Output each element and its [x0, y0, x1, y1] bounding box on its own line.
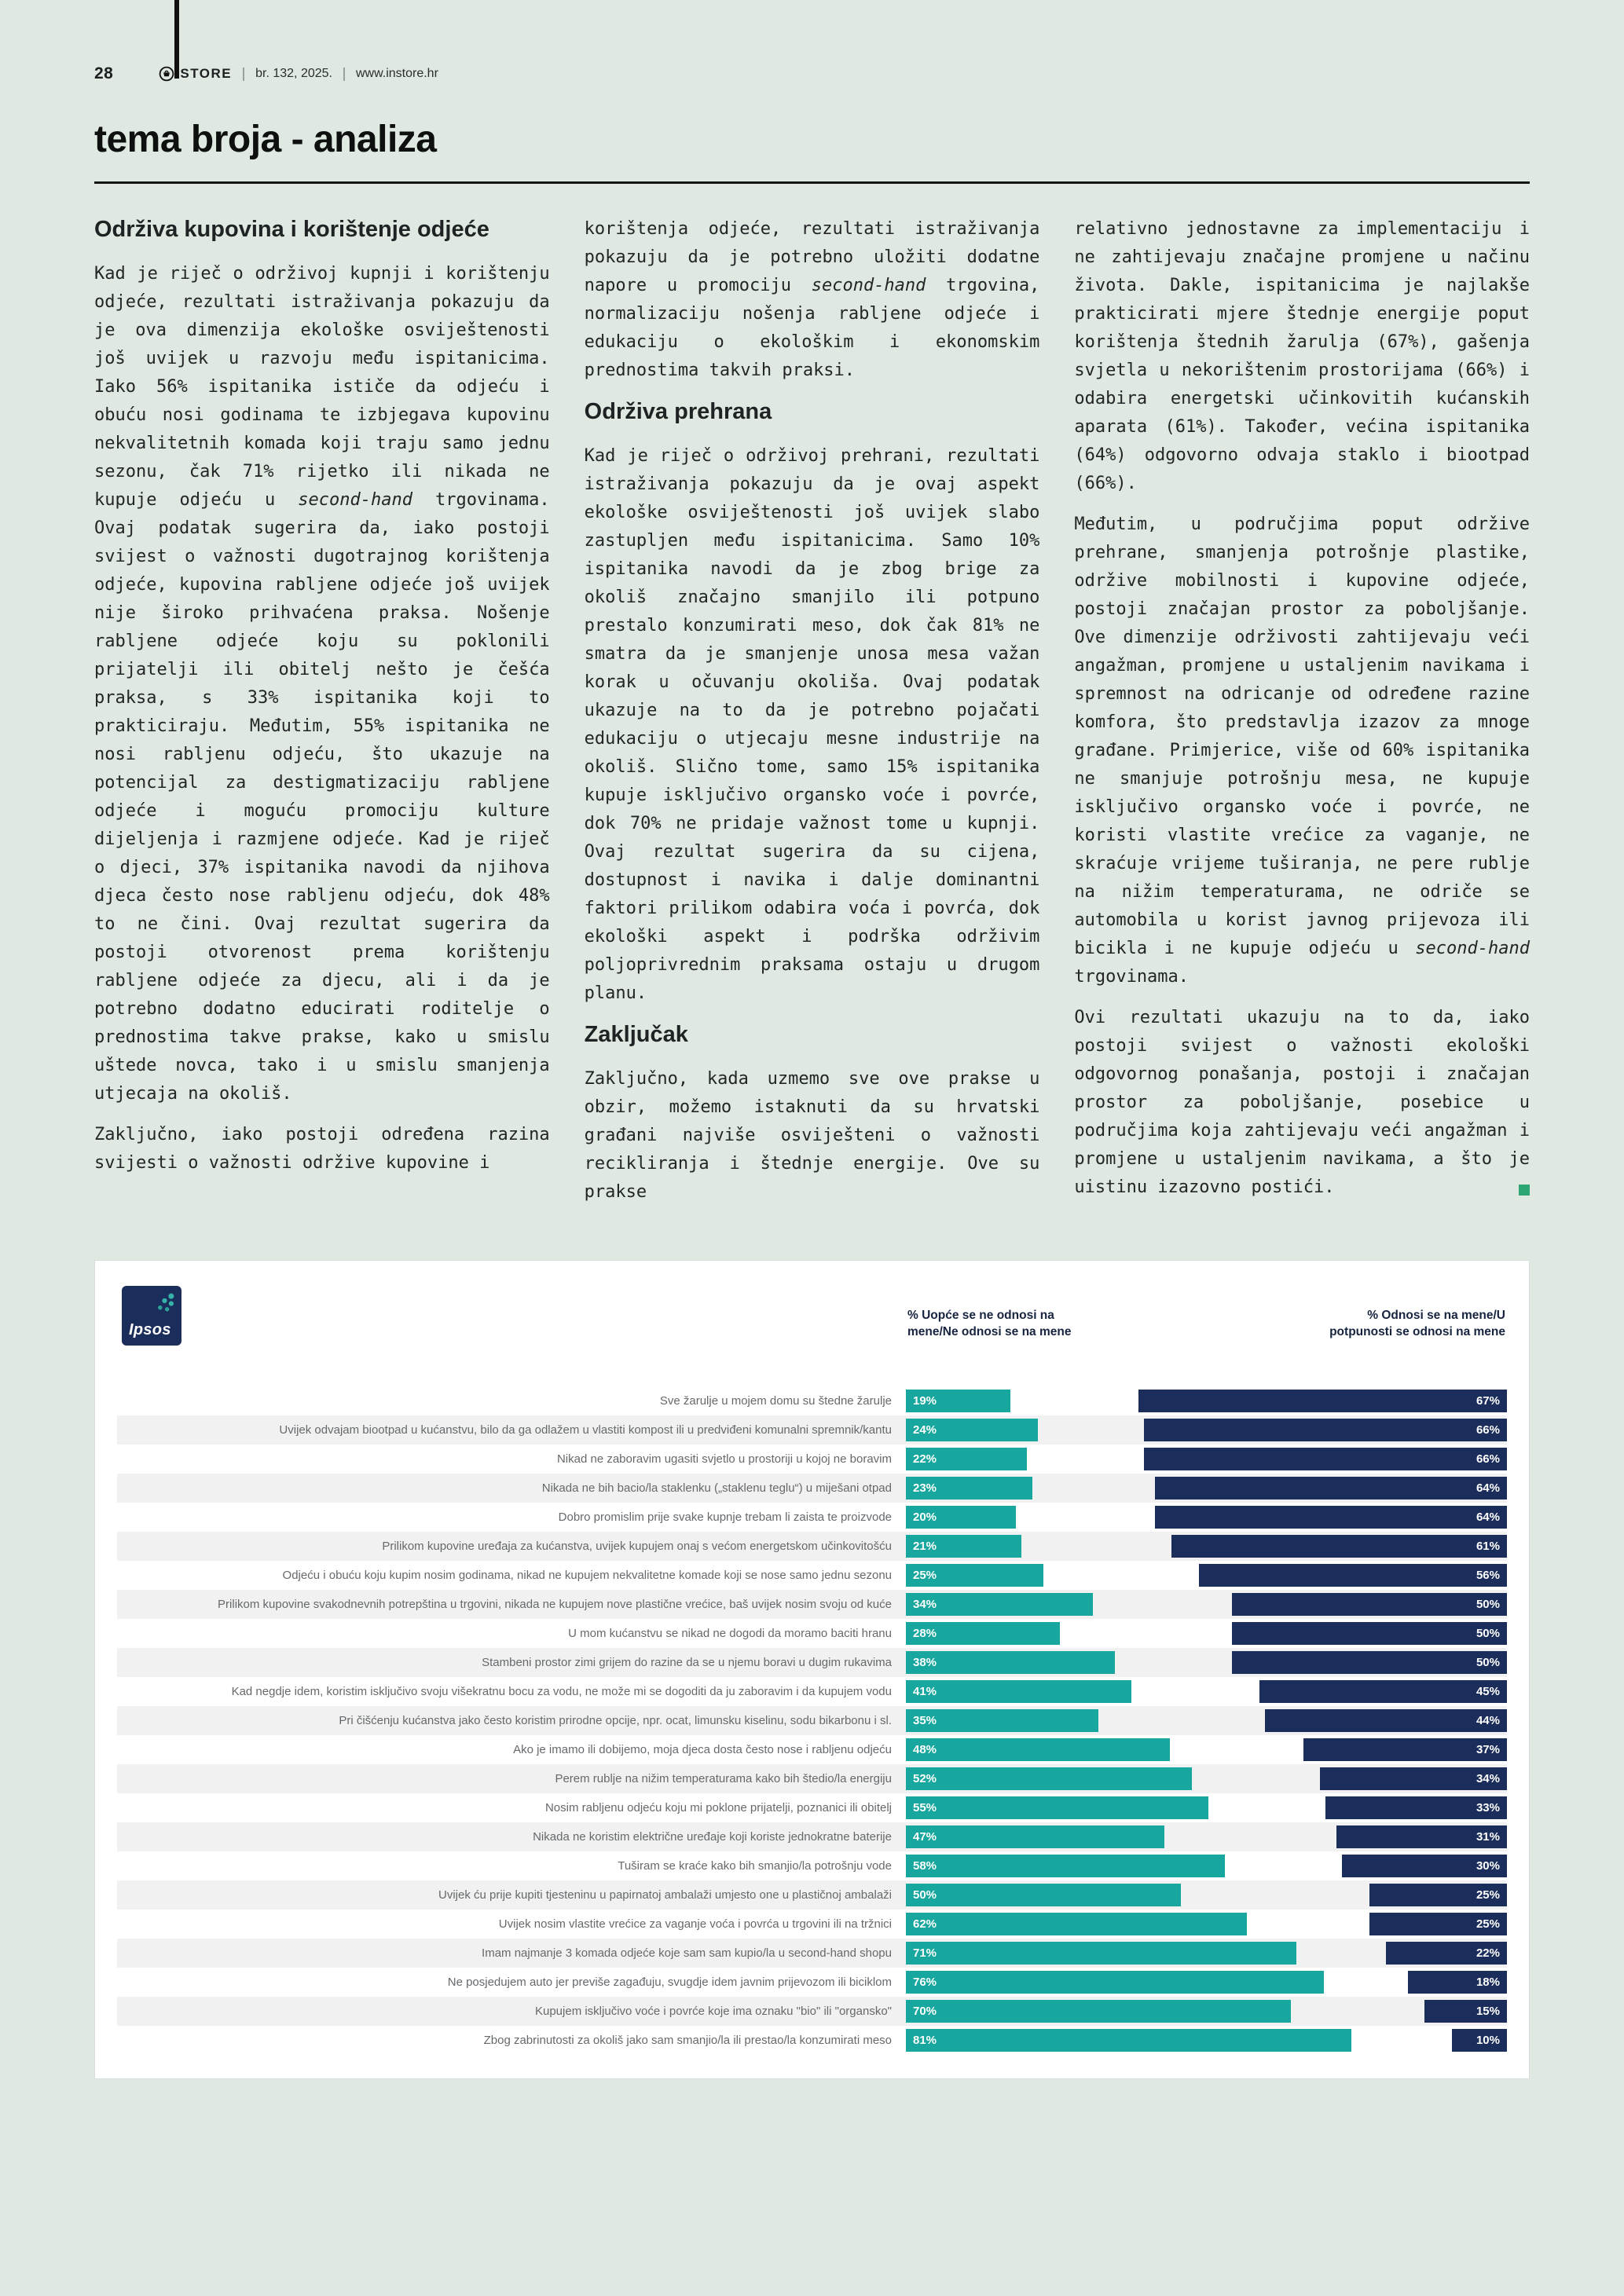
- statement-label: Pri čišćenju kućanstva jako često koristim prirodne opcije, npr. ocat, limunsku kiselinu, sodu bikarbonu i sl.: [339, 1714, 892, 1728]
- percent-label: 55%: [913, 1801, 937, 1815]
- row-bars: [903, 2029, 1507, 2052]
- separator: [343, 68, 345, 81]
- percent-label: 64%: [1476, 1481, 1500, 1496]
- masthead: [94, 0, 1530, 83]
- statement-label: Imam najmanje 3 komada odjeće koje sam sam kupio/la u second-hand shopu: [482, 1946, 892, 1961]
- chart-row: [117, 1706, 1507, 1735]
- article-section-heading: Zaključak: [584, 1022, 688, 1048]
- bar-applies: [1259, 1680, 1507, 1703]
- chart-row: [117, 1503, 1507, 1532]
- instore-logo-icon: [159, 66, 174, 82]
- chart-row: [117, 1415, 1507, 1445]
- bar-does-not-apply: [906, 1884, 1181, 1906]
- bar-applies: [1232, 1593, 1507, 1616]
- bar-applies: [1325, 1796, 1507, 1819]
- percent-label: 22%: [1476, 1946, 1500, 1961]
- bar-does-not-apply: [906, 2029, 1351, 2052]
- bar-applies: [1232, 1622, 1507, 1645]
- percent-label: 18%: [1476, 1976, 1500, 1990]
- row-bars: [903, 1913, 1507, 1935]
- bar-applies: [1369, 1913, 1507, 1935]
- row-bars: [903, 1709, 1507, 1732]
- statement-label: Ne posjedujem auto jer previše zagađuju, svugdje idem javnim prijevozom ili biciklom: [447, 1976, 892, 1990]
- row-bars: [903, 1477, 1507, 1500]
- percent-label: 50%: [1476, 1656, 1500, 1670]
- row-bars: [903, 1593, 1507, 1616]
- statement-label: Ako je imamo ili dobijemo, moja djeca dosta često nose i rabljenu odjeću: [513, 1743, 892, 1757]
- percent-label: 28%: [913, 1627, 937, 1641]
- percent-label: 45%: [1476, 1685, 1500, 1699]
- statement-label: Stambeni prostor zimi grijem do razine da se u njemu boravi u dugim rukavima: [482, 1656, 892, 1670]
- row-bars: [903, 1680, 1507, 1703]
- chart-row: [117, 1561, 1507, 1590]
- percent-label: 37%: [1476, 1743, 1500, 1757]
- row-bars: [903, 1622, 1507, 1645]
- chart-row: [117, 2026, 1507, 2055]
- percent-label: 50%: [1476, 1627, 1500, 1641]
- chart-row: [117, 1648, 1507, 1677]
- legend-applies: % Odnosi se na mene/U potpunosti se odnosi na mene: [1329, 1309, 1505, 1339]
- italic-text: second-hand: [1415, 939, 1531, 958]
- bar-applies: [1155, 1506, 1507, 1529]
- article-paragraph: [585, 442, 1040, 1008]
- percent-label: 10%: [1476, 2034, 1500, 2048]
- bar-does-not-apply: [906, 1913, 1247, 1935]
- text-run: Međutim, u područjima poput održive prehrane, smanjenja potrošnje plastike, održive mobilnosti i kupovine odjeće, postoji značajan prostor za poboljšanje. Ove dimenzije održivosti zahtijevaju veći angažman, promjene u ustaljenim navikama i spremnost na odricanje od određene razine komfora, što predstavlja izazov za mnoge građane. Primjerice, više od 60% ispitanika ne smanjuje potrošnju mesa, ne kupuje isključivo organsko voće i povrće, ne koristi vlastite vrećice za vaganje, ne skraćuje vrijeme tuširanja, ne pere rublje na nižim temperaturama, ne odriče se automobila u korist javnog prijevoza ili bicikla i ne kupuje odjeću u: [1074, 514, 1531, 958]
- percent-label: 50%: [1476, 1598, 1500, 1612]
- bar-does-not-apply: [906, 1825, 1164, 1848]
- percent-label: 50%: [913, 1888, 937, 1902]
- percent-label: 22%: [913, 1452, 937, 1467]
- percent-label: 52%: [913, 1772, 937, 1786]
- percent-label: 31%: [1476, 1830, 1500, 1844]
- chart-row: [117, 1590, 1507, 1619]
- article-column-2: [585, 215, 1040, 1219]
- row-bars: [903, 1651, 1507, 1674]
- percent-label: 44%: [1476, 1714, 1500, 1728]
- chart-row: [117, 1677, 1507, 1706]
- statement-label: Perem rublje na nižim temperaturama kako bih štedio/la energiju: [555, 1772, 892, 1786]
- bar-does-not-apply: [906, 1593, 1093, 1616]
- article-section-heading: Održiva prehrana: [584, 399, 772, 424]
- row-bars: [903, 1419, 1507, 1441]
- article-paragraph: [585, 1065, 1040, 1207]
- article-paragraph: [1074, 1004, 1530, 1202]
- bar-does-not-apply: [906, 1622, 1060, 1645]
- row-bars: [903, 1564, 1507, 1587]
- row-bars: [903, 1506, 1507, 1529]
- chart-row: [117, 1851, 1507, 1880]
- row-bars: [903, 1738, 1507, 1761]
- percent-label: 21%: [913, 1540, 937, 1554]
- statement-label: Uvijek ću prije kupiti tjesteninu u papirnatoj ambalaži umjesto one u plastičnoj ambalaži: [438, 1888, 892, 1902]
- bar-does-not-apply: [906, 1535, 1021, 1558]
- statement-label: Sve žarulje u mojem domu su štedne žarulje: [659, 1394, 892, 1408]
- bar-applies: [1138, 1390, 1507, 1412]
- chart-row: [117, 1997, 1507, 2026]
- brand-name: STORE: [180, 66, 233, 81]
- bar-applies: [1171, 1535, 1507, 1558]
- chart-row: [117, 1735, 1507, 1764]
- chart-rows: [117, 1386, 1507, 2055]
- text-run: trgovina, normalizaciju nošenja rabljene odjeće i edukaciju o ekološkim i ekonomskim prednostima takvih praksi.: [584, 276, 1040, 380]
- bar-does-not-apply: [906, 1651, 1115, 1674]
- chart-row: [117, 1793, 1507, 1822]
- chart-header: [117, 1281, 1507, 1382]
- chart-row: [117, 1532, 1507, 1561]
- percent-label: 25%: [1476, 1888, 1500, 1902]
- bar-does-not-apply: [906, 1942, 1296, 1965]
- percent-label: 67%: [1476, 1394, 1500, 1408]
- row-bars: [903, 2000, 1507, 2023]
- crop-mark: [174, 0, 179, 79]
- article-column-1: [94, 215, 550, 1219]
- italic-text: second-hand: [811, 276, 926, 295]
- percent-label: 34%: [1476, 1772, 1500, 1786]
- bar-does-not-apply: [906, 1390, 1010, 1412]
- percent-label: 64%: [1476, 1511, 1500, 1525]
- article-column-3: [1074, 215, 1530, 1219]
- row-bars: [903, 1390, 1507, 1412]
- row-bars: [903, 1855, 1507, 1877]
- text-run: Kad je riječ o održivoj prehrani, rezultati istraživanja pokazuju da je ovaj aspekt ekološke osviještenosti još uvijek slabo zastupljen među ispitanicima. Samo 10% ispitanika navodi da je zbog brige za okoliš značajno smanjilo ili potpuno prestalo konzumirati meso, dok čak 81% ne smatra da je smanjenje unosa mesa važan korak u očuvanju okoliša. Ovaj podatak ukazuje na to da je potrebno pojačati edukaciju o utjecaju mesne industrije na okoliš. Slično tome, samo 15% ispitanika kupuje isključivo organsko voće i povrće, dok 70% ne pridaje važnost tome u kupnji. Ovaj rezultat sugerira da su cijena, dostupnost i navika i dalje dominantni faktori prilikom odabira voća i povrća, dok ekološki aspekt i podrška održivim poljoprivrednim praksama ostaju u drugom planu.: [584, 446, 1040, 1004]
- percent-label: 66%: [1476, 1452, 1500, 1467]
- statement-label: Nikada ne koristim električne uređaje koji koriste jednokratne baterije: [533, 1830, 892, 1844]
- survey-chart: [94, 1260, 1530, 2079]
- statement-label: Uvijek odvajam biootpad u kućanstvu, bilo da ga odlažem u vlastiti kompost ili u predviđeni komunalni spremnik/kantu: [279, 1423, 892, 1437]
- bar-applies: [1424, 2000, 1507, 2023]
- bar-applies: [1386, 1942, 1507, 1965]
- chart-row: [117, 1619, 1507, 1648]
- bar-does-not-apply: [906, 1506, 1016, 1529]
- bar-applies: [1232, 1651, 1507, 1674]
- statement-label: Nikada ne bih bacio/la staklenku („staklenu teglu“) u miješani otpad: [541, 1481, 892, 1496]
- percent-label: 33%: [1476, 1801, 1500, 1815]
- chart-row: [117, 1968, 1507, 1997]
- statement-label: Uvijek nosim vlastite vrećice za vaganje voća i povrća u trgovini ili na tržnici: [498, 1917, 892, 1932]
- bar-applies: [1342, 1855, 1507, 1877]
- bar-does-not-apply: [906, 2000, 1291, 2023]
- chart-row: [117, 1764, 1507, 1793]
- percent-label: 70%: [913, 2005, 937, 2019]
- row-bars: [903, 1971, 1507, 1994]
- bar-does-not-apply: [906, 1448, 1027, 1470]
- statement-label: U mom kućanstvu se nikad ne dogodi da moramo baciti hranu: [568, 1627, 892, 1641]
- bar-applies: [1408, 1971, 1507, 1994]
- percent-label: 20%: [913, 1511, 937, 1525]
- percent-label: 35%: [913, 1714, 937, 1728]
- article-section-heading: Održiva kupovina i korištenje odjeće: [94, 217, 489, 242]
- page-number: 28: [94, 64, 114, 82]
- statement-label: Nikad ne zaboravim ugasiti svjetlo u prostoriji u kojoj ne boravim: [556, 1452, 892, 1467]
- chart-row: [117, 1910, 1507, 1939]
- bar-applies: [1320, 1767, 1507, 1790]
- percent-label: 66%: [1476, 1423, 1500, 1437]
- bar-applies: [1369, 1884, 1507, 1906]
- bar-applies: [1144, 1419, 1507, 1441]
- percent-label: 38%: [913, 1656, 937, 1670]
- chart-row: [117, 1445, 1507, 1474]
- bar-does-not-apply: [906, 1971, 1324, 1994]
- bar-applies: [1144, 1448, 1507, 1470]
- article-paragraph: [1074, 511, 1530, 991]
- text-run: trgovinama.: [1074, 967, 1190, 987]
- chart-row: [117, 1880, 1507, 1910]
- article-paragraph: [94, 1121, 550, 1177]
- percent-label: 15%: [1476, 2005, 1500, 2019]
- chart-row: [117, 1386, 1507, 1415]
- statement-label: Nosim rabljenu odjeću koju mi poklone prijatelji, poznanici ili obitelj: [544, 1801, 892, 1815]
- percent-label: 47%: [913, 1830, 937, 1844]
- percent-label: 23%: [913, 1481, 937, 1496]
- percent-label: 71%: [913, 1946, 937, 1961]
- text-run: Ovi rezultati ukazuju na to da, iako postoji svijest o važnosti ekološki odgovornog ponašanja, postoji i značajan prostor za poboljšanje, posebice u područjima koja zahtijevaju veći angažman i promjene u ustaljenim navikama, a što je uistinu izazovno postići.: [1074, 1008, 1531, 1197]
- percent-label: 34%: [913, 1598, 937, 1612]
- percent-label: 24%: [913, 1423, 937, 1437]
- row-bars: [903, 1535, 1507, 1558]
- text-run: Kad je riječ o održivoj kupnji i korištenju odjeće, rezultati istraživanja pokazuju da je ova dimenzija ekološke osviještenosti još uvijek u razvoju među ispitanicima. Iako 56% ispitanika ističe da odjeću i obuću nosi godinama te izbjegava kupovinu nekvalitetnih komada koji traju samo jednu sezonu, čak 71% rijetko ili nikada ne kupuje odjeću u: [94, 264, 550, 511]
- separator: [243, 68, 244, 81]
- bar-applies: [1303, 1738, 1507, 1761]
- ipsos-logo: [122, 1286, 181, 1346]
- statement-label: Prilikom kupovine svakodnevnih potrepština u trgovini, nikada ne kupujem nove plastične vrećice, baš uvijek nosim svoju od kuće: [218, 1598, 892, 1612]
- article-body: [94, 215, 1530, 1219]
- bar-applies: [1199, 1564, 1507, 1587]
- bar-does-not-apply: [906, 1738, 1170, 1761]
- row-bars: [903, 1448, 1507, 1470]
- statement-label: Tuširam se kraće kako bih smanjio/la potrošnju vode: [618, 1859, 892, 1873]
- end-of-article-mark: [1519, 1185, 1530, 1196]
- row-bars: [903, 1767, 1507, 1790]
- bar-does-not-apply: [906, 1419, 1038, 1441]
- bar-does-not-apply: [906, 1709, 1098, 1732]
- percent-label: 62%: [913, 1917, 937, 1932]
- row-bars: [903, 1884, 1507, 1906]
- chart-row: [117, 1822, 1507, 1851]
- percent-label: 61%: [1476, 1540, 1500, 1554]
- statement-label: Zbog zabrinutosti za okoliš jako sam smanjio/la ili prestao/la konzumirati meso: [483, 2034, 892, 2048]
- text-run: korištenja odjeće, rezultati istraživanja pokazuju da je potrebno uložiti dodatne napore u promociju: [584, 219, 1040, 295]
- bar-does-not-apply: [906, 1680, 1131, 1703]
- percent-label: 25%: [1476, 1917, 1500, 1932]
- percent-label: 81%: [913, 2034, 937, 2048]
- italic-text: second-hand: [298, 490, 412, 511]
- issue-number: br. 132, 2025.: [255, 67, 332, 80]
- text-run: trgovinama. Ovaj podatak sugerira da, iako postoji svijest o važnosti dugotrajnog korištenja odjeće, kupovina rabljene odjeće još uvijek nije široko prihvaćena praksa. Nošenje rabljene odjeće koju su poklonili prijatelji ili obitelj nešto je češća praksa, s 33% ispitanika koji to prakticiraju. Međutim, 55% ispitanika ne nosi rabljenu odjeću, što ukazuje na potencijal za destigmatizaciju rabljene odjeće i moguću promociju kulture dijeljenja i razmjene odjeće. Kad je riječ o djeci, 37% ispitanika navodi da njihova djeca često nose rabljenu odjeću, dok 48% to ne čini. Ovaj rezultat sugerira da postoji otvorenost prema korištenju rabljene odjeće za djecu, ali i da je potrebno dodatno educirati roditelje o prednostima takve prakse, kako u smislu uštede novca, tako i u smislu smanjenja utjecaja na okoliš.: [94, 490, 550, 1104]
- row-bars: [903, 1796, 1507, 1819]
- title-rule: [94, 181, 1530, 184]
- article-paragraph: [585, 215, 1040, 385]
- bar-does-not-apply: [906, 1564, 1043, 1587]
- ipsos-dots-decoration: [154, 1293, 174, 1313]
- percent-label: 58%: [913, 1859, 937, 1873]
- legend-not-applies: % Uopće se ne odnosi na mene/Ne odnosi se na mene: [907, 1309, 1072, 1339]
- chart-row: [117, 1474, 1507, 1503]
- bar-does-not-apply: [906, 1855, 1225, 1877]
- bar-does-not-apply: [906, 1767, 1192, 1790]
- statement-label: Kad negdje idem, koristim isključivo svoju višekratnu bocu za vodu, ne može mi se dogoditi da ju zaboravim i da kupujem vodu: [231, 1685, 892, 1699]
- bar-applies: [1452, 2029, 1507, 2052]
- text-run: relativno jednostavne za implementaciju i ne zahtijevaju značajne promjene u načinu života. Dakle, ispitanicima je najlakše prakticirati mjere štednje energije poput korištenja štednih žarulja (67%), gašenja svjetla u nekorištenim prostorijama (66%) i odabira energetski učinkovitih kućanskih aparata (61%). Također, većina ispitanika (64%) odgovorno odvaja staklo i biootpad (66%).: [1074, 219, 1531, 493]
- statement-label: Dobro promislim prije svake kupnje trebam li zaista te proizvode: [558, 1511, 892, 1525]
- bar-does-not-apply: [906, 1796, 1208, 1819]
- statement-label: Prilikom kupovine uređaja za kućanstva, uvijek kupujem onaj s većom energetskom učinkovitošću: [382, 1540, 892, 1554]
- percent-label: 76%: [913, 1976, 937, 1990]
- article-paragraph: [1074, 215, 1530, 498]
- text-run: Zaključno, kada uzmemo sve ove prakse u obzir, možemo istaknuti da su hrvatski građani najviše osviješteni o važnosti recikliranja i štednje energije. Ove su prakse: [584, 1069, 1040, 1203]
- bar-does-not-apply: [906, 1477, 1032, 1500]
- bar-applies: [1336, 1825, 1507, 1848]
- bar-applies: [1265, 1709, 1507, 1732]
- statement-label: Kupujem isključivo voće i povrće koje ima oznaku "bio" ili "organsko": [534, 2005, 892, 2019]
- text-run: Zaključno, iako postoji određena razina svijesti o važnosti održive kupovine i: [94, 1125, 550, 1174]
- bar-applies: [1155, 1477, 1507, 1500]
- section-title: tema broja - analiza: [94, 119, 437, 160]
- percent-label: 56%: [1476, 1569, 1500, 1583]
- percent-label: 41%: [913, 1685, 937, 1699]
- statement-label: Odjeću i obuću koju kupim nosim godinama, nikad ne kupujem nekvalitetne komade koji se nose samo jednu sezonu: [282, 1569, 892, 1583]
- percent-label: 25%: [913, 1569, 937, 1583]
- website-url[interactable]: www.instore.hr: [355, 67, 438, 80]
- percent-label: 48%: [913, 1743, 937, 1757]
- percent-label: 30%: [1476, 1859, 1500, 1873]
- row-bars: [903, 1942, 1507, 1965]
- chart-row: [117, 1939, 1507, 1968]
- article-paragraph: [94, 260, 550, 1108]
- instore-logo: [159, 66, 232, 82]
- ipsos-logo-text: Ipsos: [129, 1321, 171, 1339]
- row-bars: [903, 1825, 1507, 1848]
- percent-label: 19%: [913, 1394, 937, 1408]
